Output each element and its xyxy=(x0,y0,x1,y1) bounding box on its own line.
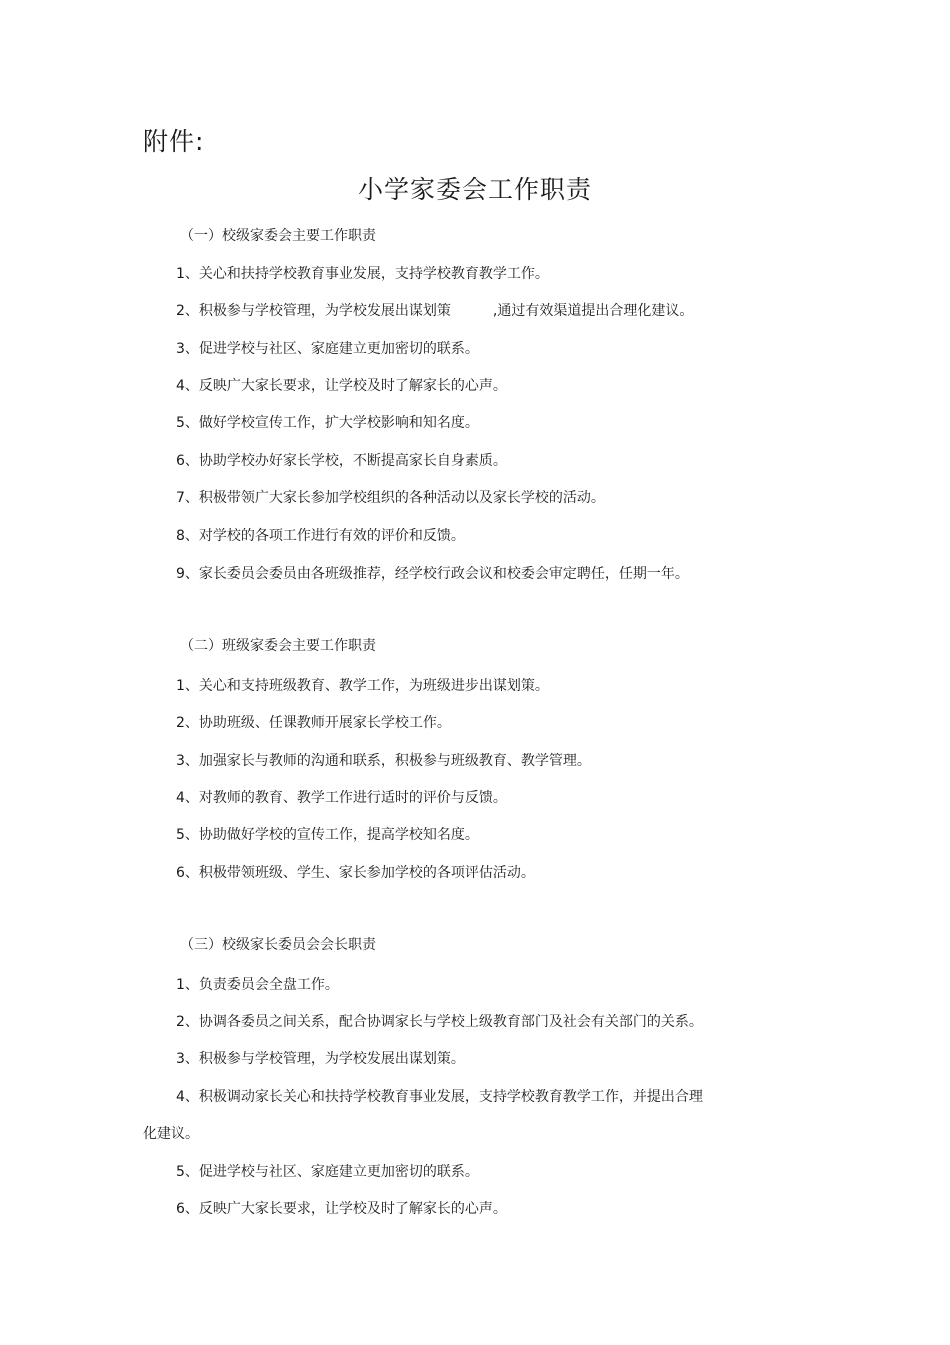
list-item: 6、积极带领班级、学生、家长参加学校的各项评估活动。 xyxy=(176,865,535,881)
list-item: 2、积极参与学校管理，为学校发展出谋划策 ,通过有效渠道提出合理化建议。 xyxy=(176,303,694,319)
list-item: 1、关心和支持班级教育、教学工作，为班级进步出谋划策。 xyxy=(176,678,549,694)
list-item: 4、积极调动家长关心和扶持学校教育事业发展，支持学校教育教学工作，并提出合理 xyxy=(176,1089,703,1105)
attachment-label: 附件: xyxy=(143,127,205,156)
section-heading: （三）校级家长委员会会长职责 xyxy=(180,937,376,953)
list-item: 3、加强家长与教师的沟通和联系，积极参与班级教育、教学管理。 xyxy=(176,753,591,769)
list-item: 5、做好学校宣传工作，扩大学校影响和知名度。 xyxy=(176,415,479,431)
list-item: 9、家长委员会委员由各班级推荐，经学校行政会议和校委会审定聘任，任期一年。 xyxy=(176,566,689,582)
list-item: 5、协助做好学校的宣传工作，提高学校知名度。 xyxy=(176,827,479,843)
list-item: 4、对教师的教育、教学工作进行适时的评价与反馈。 xyxy=(176,790,507,806)
list-item: 7、积极带领广大家长参加学校组织的各种活动以及家长学校的活动。 xyxy=(176,490,605,506)
list-item: 2、协助班级、任课教师开展家长学校工作。 xyxy=(176,715,451,731)
section-heading: （一）校级家委会主要工作职责 xyxy=(180,228,376,244)
document-title: 小学家委会工作职责 xyxy=(357,175,592,204)
list-item: 8、对学校的各项工作进行有效的评价和反馈。 xyxy=(176,528,465,544)
list-item: 5、促进学校与社区、家庭建立更加密切的联系。 xyxy=(176,1164,479,1180)
list-item: 6、反映广大家长要求，让学校及时了解家长的心声。 xyxy=(176,1201,507,1217)
list-item: 6、协助学校办好家长学校，不断提高家长自身素质。 xyxy=(176,453,507,469)
list-item: 1、关心和扶持学校教育事业发展，支持学校教育教学工作。 xyxy=(176,266,549,282)
list-item: 3、促进学校与社区、家庭建立更加密切的联系。 xyxy=(176,341,479,357)
list-item: 4、反映广大家长要求，让学校及时了解家长的心声。 xyxy=(176,378,507,394)
list-item: 3、积极参与学校管理，为学校发展出谋划策。 xyxy=(176,1051,465,1067)
list-item-continuation: 化建议。 xyxy=(143,1126,199,1142)
section-heading: （二）班级家委会主要工作职责 xyxy=(180,638,376,654)
list-item: 1、负责委员会全盘工作。 xyxy=(176,977,339,993)
list-item: 2、协调各委员之间关系，配合协调家长与学校上级教育部门及社会有关部门的关系。 xyxy=(176,1014,703,1030)
